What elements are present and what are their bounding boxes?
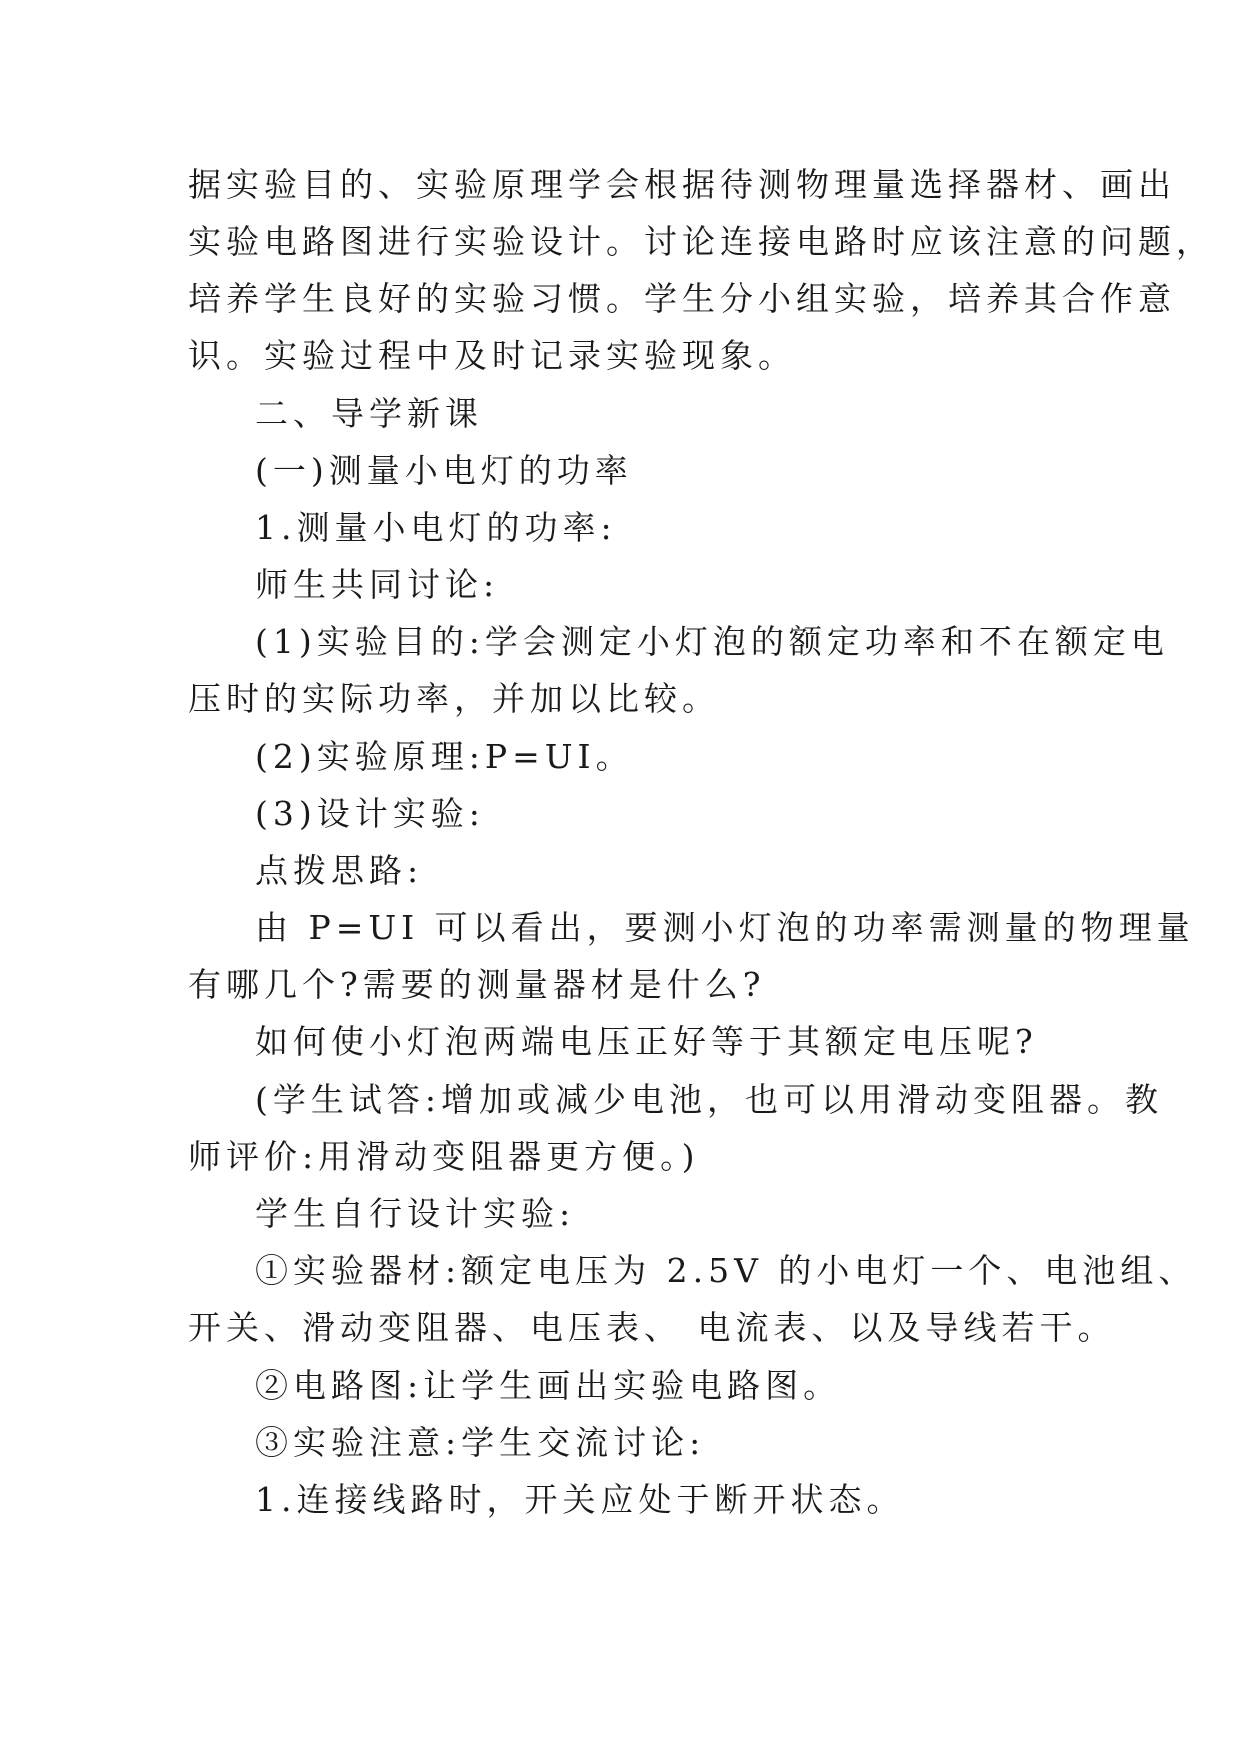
paragraph-line: 开关、滑动变阻器、电压表、 电流表、以及导线若干。 <box>188 1308 1116 1347</box>
paragraph-line: (1)实验目的:学会测定小灯泡的额定功率和不在额定电 <box>255 622 1169 661</box>
paragraph-line: ③实验注意:学生交流讨论: <box>255 1423 706 1462</box>
paragraph-line: 培养学生良好的实验习惯。学生分小组实验，培养其合作意 <box>188 279 1176 318</box>
paragraph-line: 实验电路图进行实验设计。讨论连接电路时应该注意的问题， <box>188 222 1214 261</box>
paragraph-line: 压时的实际功率，并加以比较。 <box>188 679 720 718</box>
item-heading: 1.测量小电灯的功率: <box>255 508 617 547</box>
paragraph-line: (3)设计实验: <box>255 794 485 833</box>
section-heading: 二、导学新课 <box>255 394 483 433</box>
paragraph-line: 师生共同讨论: <box>255 565 500 604</box>
paragraph-line: ②电路图:让学生画出实验电路图。 <box>255 1366 842 1405</box>
paragraph-line: (学生试答:增加或减少电池，也可以用滑动变阻器。教 <box>255 1080 1163 1119</box>
paragraph-line: 由 P=UI 可以看出，要测小灯泡的功率需测量的物理量 <box>255 908 1195 947</box>
paragraph-line: 1.连接线路时，开关应处于断开状态。 <box>255 1480 905 1519</box>
paragraph-line: 学生自行设计实验: <box>255 1194 576 1233</box>
paragraph-line: 点拨思路: <box>255 851 424 890</box>
paragraph-line: 据实验目的、实验原理学会根据待测物理量选择器材、画出 <box>188 165 1176 204</box>
paragraph-line: 有哪几个?需要的测量器材是什么? <box>188 965 766 1004</box>
subsection-heading: (一)测量小电灯的功率 <box>255 451 633 490</box>
paragraph-line: 识。实验过程中及时记录实验现象。 <box>188 336 796 375</box>
paragraph-line: (2)实验原理:P=UI。 <box>255 737 634 776</box>
paragraph-line: 如何使小灯泡两端电压正好等于其额定电压呢? <box>255 1022 1038 1061</box>
paragraph-line: 师评价:用滑动变阻器更方便。) <box>188 1137 700 1176</box>
paragraph-line: ①实验器材:额定电压为 2.5V 的小电灯一个、电池组、 <box>255 1251 1197 1290</box>
